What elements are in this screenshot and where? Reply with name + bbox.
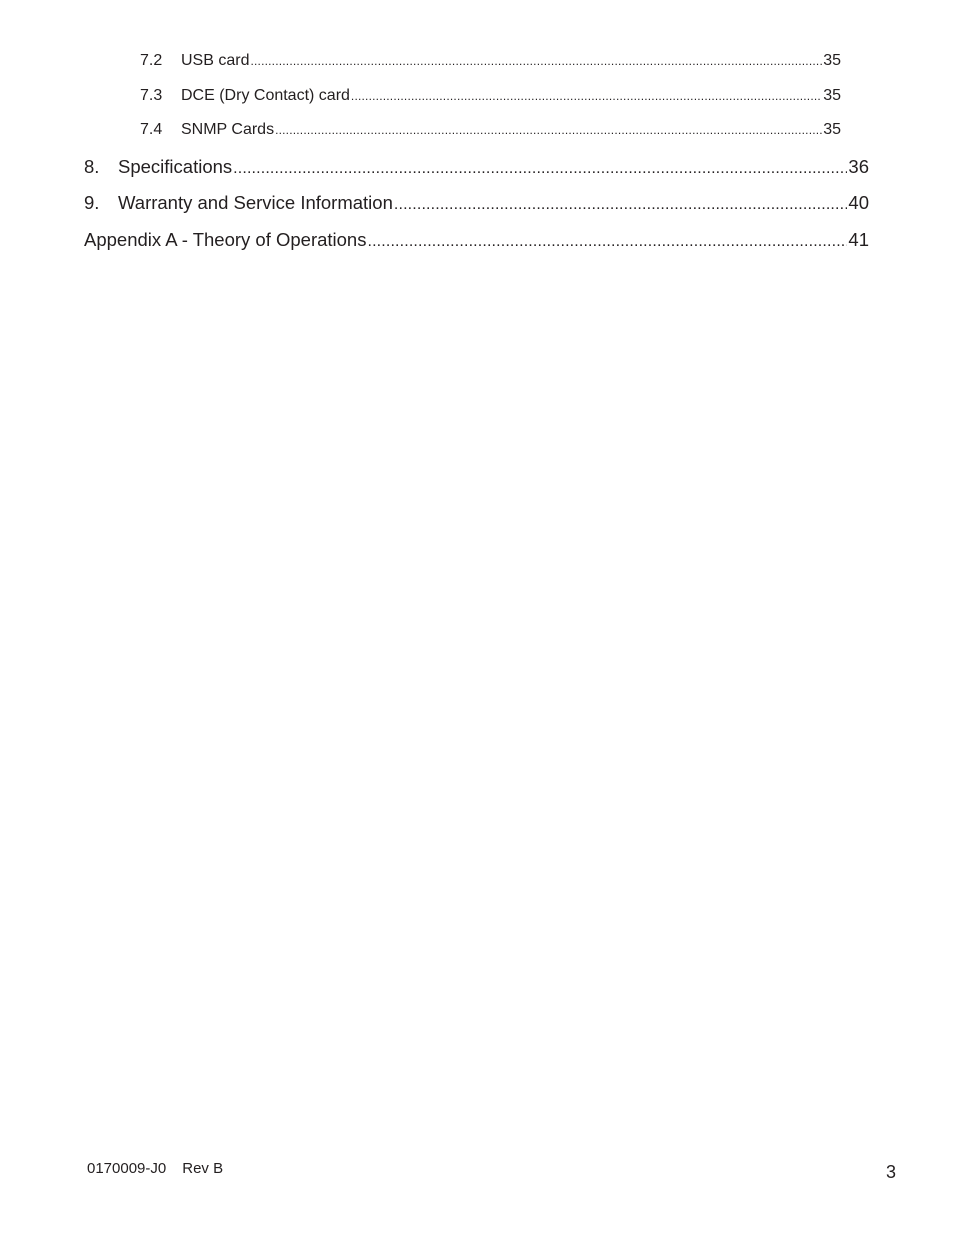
toc-entry-page: 35 (823, 121, 841, 138)
toc-entry-9[interactable] (84, 192, 869, 214)
dot-leader (394, 196, 848, 214)
footer-document-id (87, 1160, 223, 1177)
toc-entry-title: SNMP Cards (181, 121, 275, 138)
toc-entry-7-3[interactable] (140, 87, 841, 105)
toc-entry-8[interactable] (84, 156, 869, 178)
toc-entry-7-2[interactable] (140, 52, 841, 70)
page-number: 3 (886, 1162, 897, 1182)
document-number: 0170009-J0 (87, 1160, 167, 1177)
toc-entry-number: 7.2 (140, 52, 163, 69)
toc-entry-title: USB card (181, 52, 250, 69)
dot-leader (233, 160, 847, 178)
toc-entry-number: 8. (84, 156, 100, 177)
revision-label: Rev B (182, 1160, 224, 1177)
toc-entry-number: 9. (84, 192, 100, 213)
toc-entry-page: 41 (848, 229, 869, 250)
toc-entry-title: Specifications (118, 156, 233, 177)
dot-leader (367, 233, 847, 251)
toc-entry-page: 36 (848, 156, 869, 177)
toc-entry-page: 35 (823, 87, 841, 104)
toc-entry-number: 7.4 (140, 121, 163, 138)
toc-entry-page: 40 (848, 192, 869, 213)
toc-entry-7-4[interactable] (140, 121, 841, 139)
dot-leader (250, 54, 822, 68)
toc-entry-appendix-a[interactable] (84, 229, 869, 251)
toc-entry-number: 7.3 (140, 87, 163, 104)
toc-entry-title: Warranty and Service Information (118, 192, 393, 213)
toc-entry-page: 35 (823, 52, 841, 69)
toc-entry-title: DCE (Dry Contact) card (181, 87, 350, 104)
dot-leader (351, 89, 822, 103)
toc-entry-title: Appendix A - Theory of Operations (84, 229, 367, 250)
dot-leader (275, 123, 822, 137)
